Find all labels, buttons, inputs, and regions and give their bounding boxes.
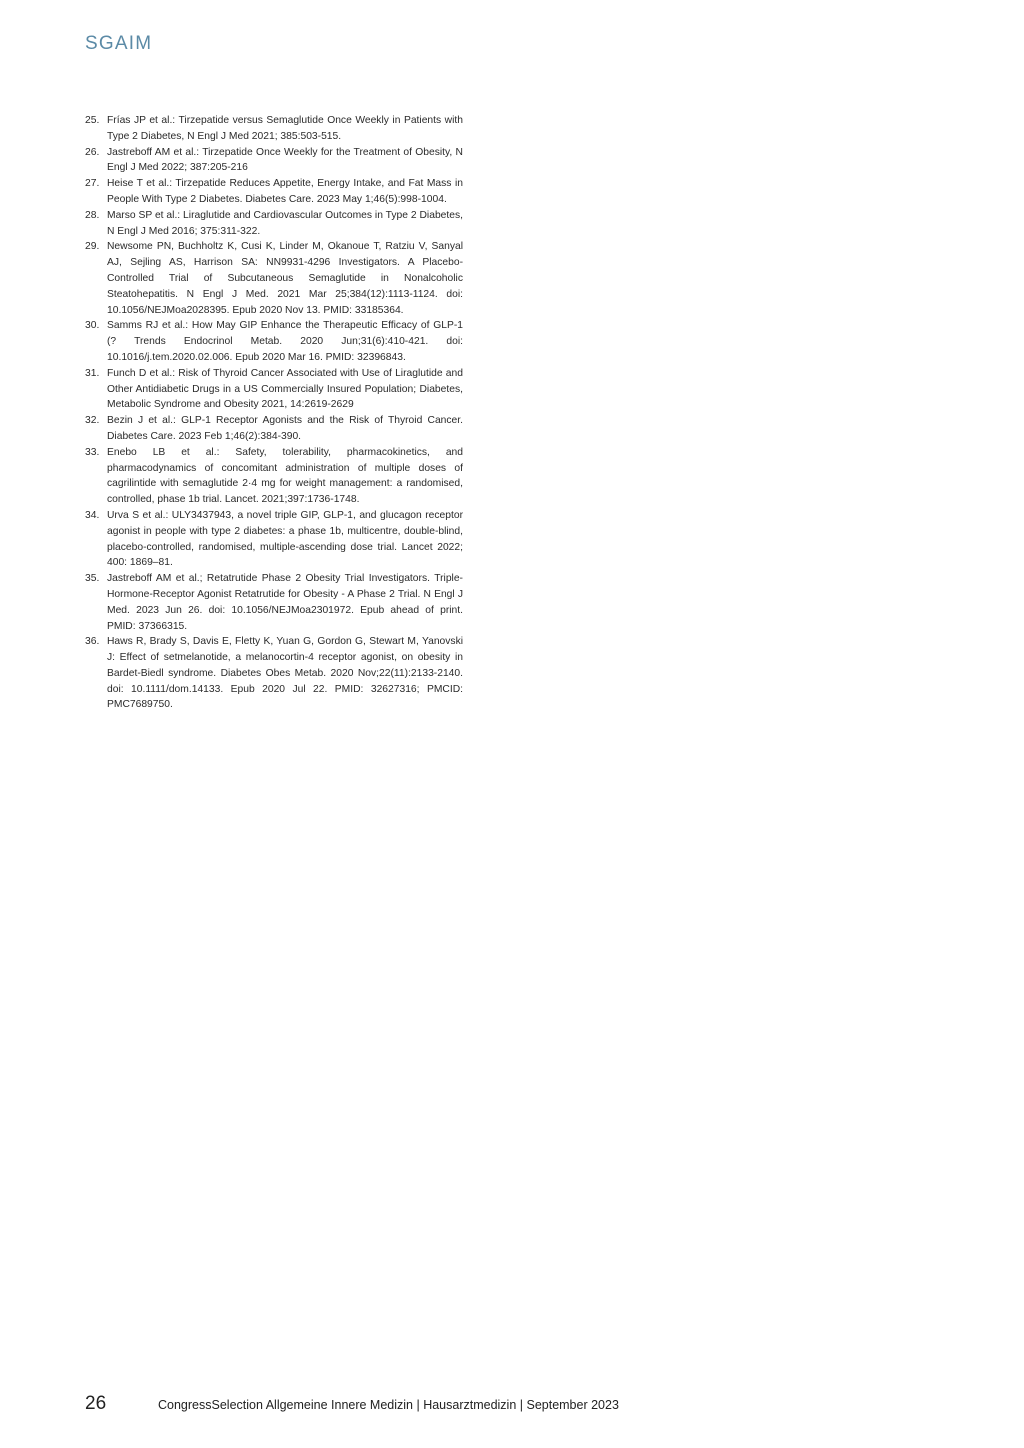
reference-item xyxy=(85,176,463,208)
reference-text: Urva S et al.: ULY3437943, a novel triple GIP, GLP-1, and glucagon receptor agonist in people with type 2 diabetes: a phase 1b, multicentre, double-blind, placebo-controlled, randomised, multiple-ascending dose trial. Lancet 2022; 400: 1869–81. xyxy=(107,509,463,569)
publication-info: CongressSelection Allgemeine Innere Medizin | Hausarztmedizin | September 2023 xyxy=(158,1398,619,1412)
reference-item xyxy=(85,571,463,634)
reference-number: 31. xyxy=(85,367,100,379)
reference-text: Frías JP et al.: Tirzepatide versus Semaglutide Once Weekly in Patients with Type 2 Diabetes, N Engl J Med 2021; 385:503-515. xyxy=(107,115,463,142)
reference-number: 35. xyxy=(85,573,100,585)
reference-item xyxy=(85,208,463,240)
reference-text: Jastreboff AM et al.; Retatrutide Phase 2 Obesity Trial Investigators. Triple-Hormone-Receptor Agonist Retatrutide for Obesity - A Phase 2 Trial. N Engl J Med. 2023 Jun 26. doi: 10.1056/NEJMoa2301972. Epub ahead of print. PMID: 37366315. xyxy=(107,573,463,632)
reference-list xyxy=(85,113,463,713)
page-number: 26 xyxy=(85,1393,107,1414)
reference-number: 30. xyxy=(85,320,100,332)
reference-text: Enebo LB et al.: Safety, tolerability, pharmacokinetics, and pharmacodynamics of concomitant administration of multiple doses of cagrilintide with semaglutide 2·4 mg for weight management: a randomised, controlled, phase 1b trial. Lancet. 2021;397:1736-1748. xyxy=(107,446,463,506)
reference-text: Funch D et al.: Risk of Thyroid Cancer Associated with Use of Liraglutide and Other Antidiabetic Drugs in a US Commercially Insured Population; Diabetes, Metabolic Syndrome and Obesity 2021, 14:2619-2629 xyxy=(107,367,463,411)
reference-item xyxy=(85,634,463,713)
reference-item xyxy=(85,239,463,318)
reference-number: 27. xyxy=(85,178,100,190)
reference-item xyxy=(85,413,463,445)
reference-number: 26. xyxy=(85,146,100,158)
reference-item xyxy=(85,508,463,571)
brand-logo-text: SGAIM xyxy=(85,33,153,54)
reference-item xyxy=(85,366,463,413)
reference-text: Heise T et al.: Tirzepatide Reduces Appetite, Energy Intake, and Fat Mass in People With Type 2 Diabetes. Diabetes Care. 2023 May 1;46(5):998-1004. xyxy=(107,178,463,205)
reference-number: 34. xyxy=(85,509,100,521)
reference-item xyxy=(85,145,463,177)
reference-item xyxy=(85,113,463,145)
reference-text: Haws R, Brady S, Davis E, Fletty K, Yuan G, Gordon G, Stewart M, Yanovski J: Effect of setmelanotide, a melanocortin-4 receptor agonist, on obesity in Bardet-Biedl syndrome. Diabetes Obes Metab. 2020 Nov;22(11):2133-2140. doi: 10.1111/dom.14133. Epub 2020 Jul 22. PMID: 32627316; PMCID: PMC7689750. xyxy=(107,636,463,711)
reference-number: 36. xyxy=(85,636,100,648)
reference-number: 32. xyxy=(85,415,100,427)
page-footer xyxy=(85,1393,619,1415)
reference-text: Marso SP et al.: Liraglutide and Cardiovascular Outcomes in Type 2 Diabetes, N Engl J Med 2016; 375:311-322. xyxy=(107,209,463,237)
reference-text: Newsome PN, Buchholtz K, Cusi K, Linder M, Okanoue T, Ratziu V, Sanyal AJ, Sejling AS, Harrison SA: NN9931-4296 Investigators. A Placebo-Controlled Trial of Subcutaneous Semaglutide in Nonalcoholic Steatohepatitis. N Engl J Med. 2021 Mar 25;384(12):1113-1124. doi: 10.1056/NEJMoa2028395. Epub 2020 Nov 13. PMID: 33185364. xyxy=(107,241,463,316)
reference-text: Bezin J et al.: GLP-1 Receptor Agonists and the Risk of Thyroid Cancer. Diabetes Care. 2023 Feb 1;46(2):384-390. xyxy=(107,415,463,442)
reference-text: Jastreboff AM et al.: Tirzepatide Once Weekly for the Treatment of Obesity, N Engl J Med 2022; 387:205-216 xyxy=(107,146,463,174)
reference-number: 25. xyxy=(85,115,100,126)
reference-number: 33. xyxy=(85,446,100,458)
reference-item xyxy=(85,318,463,365)
reference-number: 28. xyxy=(85,209,100,221)
reference-item xyxy=(85,445,463,508)
reference-text: Samms RJ et al.: How May GIP Enhance the Therapeutic Efficacy of GLP-1 (? Trends Endocrinol Metab. 2020 Jun;31(6):410-421. doi: 10.1016/j.tem.2020.02.006. Epub 2020 Mar 16. PMID: 32396843. xyxy=(107,320,463,363)
reference-number: 29. xyxy=(85,241,100,253)
